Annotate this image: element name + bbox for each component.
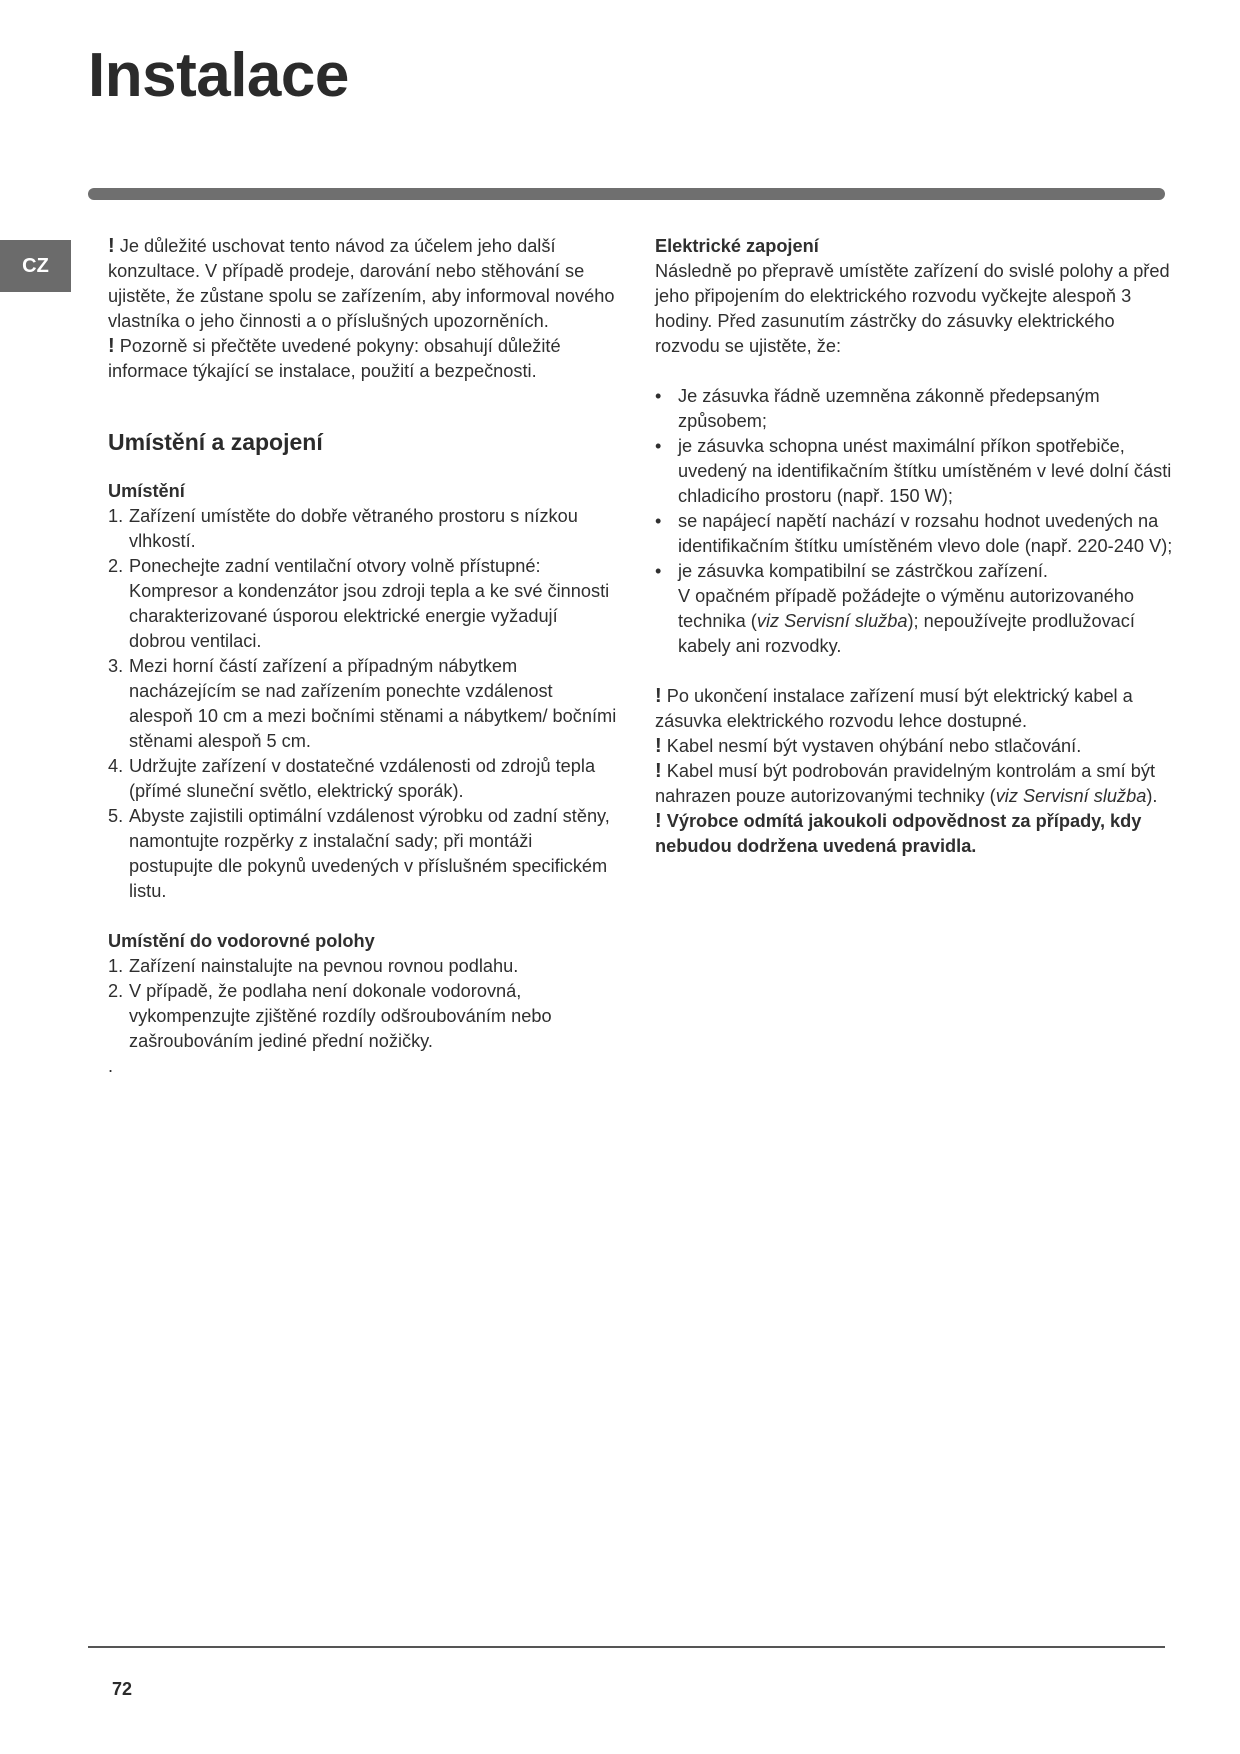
warning-icon: ! (108, 235, 115, 257)
right-column (655, 234, 1175, 859)
warning-1: ! Po ukončení instalace zařízení musí být elektrický kabel a zásuvka elektrického rozvodu lehce dostupné. (655, 685, 1133, 731)
electrical-heading: Elektrické zapojení (655, 236, 819, 256)
warning-icon: ! (108, 335, 115, 357)
language-tab: CZ (0, 240, 71, 292)
intro-note-2: ! Pozorně si přečtěte uvedené pokyny: obsahují důležité informace týkající se instalace, použití a bezpečnosti. (108, 335, 561, 381)
page-number: 72 (112, 1679, 133, 1699)
warning-3: ! Kabel musí být podrobován pravidelným kontrolám a smí být nahrazen pouze autorizovanými techniky (viz Servisní služba). (655, 760, 1158, 806)
warning-icon: ! (655, 760, 662, 782)
warning-icon: ! (655, 685, 662, 707)
electrical-intro: Následně po přepravě umístěte zařízení do svislé polohy a před jeho připojením do elektrického rozvodu vyčkejte alespoň 3 hodiny. Před zasunutím zástrčky do zásuvky elektrického rozvodu se ujistěte, že: (655, 261, 1170, 356)
warning-icon: ! (655, 735, 662, 757)
leveling-heading: Umístění do vodorovné polohy (108, 931, 375, 951)
list-item: 3. Mezi horní částí zařízení a případným nábytkem nacházejícím se nad zařízením ponechte vzdálenost alespoň 10 cm a mezi bočními stěnami a nábytkem/ bočními stěnami alespoň 5 cm. (108, 656, 617, 751)
list-item: 1. Zařízení nainstalujte na pevnou rovnou podlahu. (108, 956, 519, 976)
warning-icon: ! (655, 810, 662, 832)
warning-2: ! Kabel nesmí být vystaven ohýbání nebo stlačování. (655, 735, 1082, 757)
list-item: • se napájecí napětí nachází v rozsahu hodnot uvedených na identifikačním štítku umístěném vlevo dole (např. 220-240 V); (655, 511, 1173, 556)
footer-rule (88, 1646, 1165, 1648)
placement-list (108, 504, 618, 904)
list-item: • je zásuvka schopna unést maximální příkon spotřebiče, uvedený na identifikačním štítku umístěném v levé dolní části chladicího prostoru (např. 150 W); (655, 436, 1172, 506)
electrical-checklist (655, 384, 1175, 659)
warning-4: ! Výrobce odmítá jakoukoli odpovědnost za případy, kdy nebudou dodržena uvedená pravidla. (655, 810, 1142, 856)
list-item: 4. Udržujte zařízení v dostatečné vzdálenosti od zdrojů tepla (přímé sluneční světlo, elektrický sporák). (108, 756, 596, 801)
list-item: 5. Abyste zajistili optimální vzdálenost výrobku od zadní stěny, namontujte rozpěrky z instalační sady; při montáži postupujte dle pokynů uvedených v příslušném specifickém listu. (108, 806, 610, 901)
section-title: Umístění a zapojení (108, 429, 323, 455)
leveling-list (108, 954, 618, 1054)
page-title: Instalace (88, 41, 349, 110)
service-reference: viz Servisní služba (995, 786, 1147, 806)
list-item: 2. Ponechejte zadní ventilační otvory volně přístupné: Kompresor a kondenzátor jsou zdroji tepla a ke své činnosti charakterizované úsporou elektrické energie vyžadují dobrou ventilaci. (108, 556, 610, 651)
trailing-dot: . (108, 1056, 114, 1076)
list-item: 2. V případě, že podlaha není dokonale vodorovná, vykompenzujte zjištěné rozdíly odšroubováním nebo zašroubováním jediné přední nožičky. (108, 981, 552, 1051)
placement-heading: Umístění (108, 481, 185, 501)
list-item: • je zásuvka kompatibilní se zástrčkou zařízení. V opačném případě požádejte o výměnu autorizovaného technika (viz Servisní služba); nepoužívejte prodlužovací kabely ani rozvodky. (655, 561, 1135, 656)
intro-note-1: ! Je důležité uschovat tento návod za účelem jeho další konzultace. V případě prodeje, darování nebo stěhování se ujistěte, že zůstane spolu se zařízením, aby informoval nového vlastníka o jeho činnosti a o příslušných upozorněních. (108, 235, 615, 331)
list-item: • Je zásuvka řádně uzemněna zákonně předepsaným způsobem; (655, 386, 1100, 431)
left-column (108, 234, 618, 1079)
service-reference: viz Servisní služba (756, 611, 908, 631)
list-item: 1. Zařízení umístěte do dobře větraného prostoru s nízkou vlhkostí. (108, 506, 578, 551)
header-rule (88, 188, 1165, 200)
